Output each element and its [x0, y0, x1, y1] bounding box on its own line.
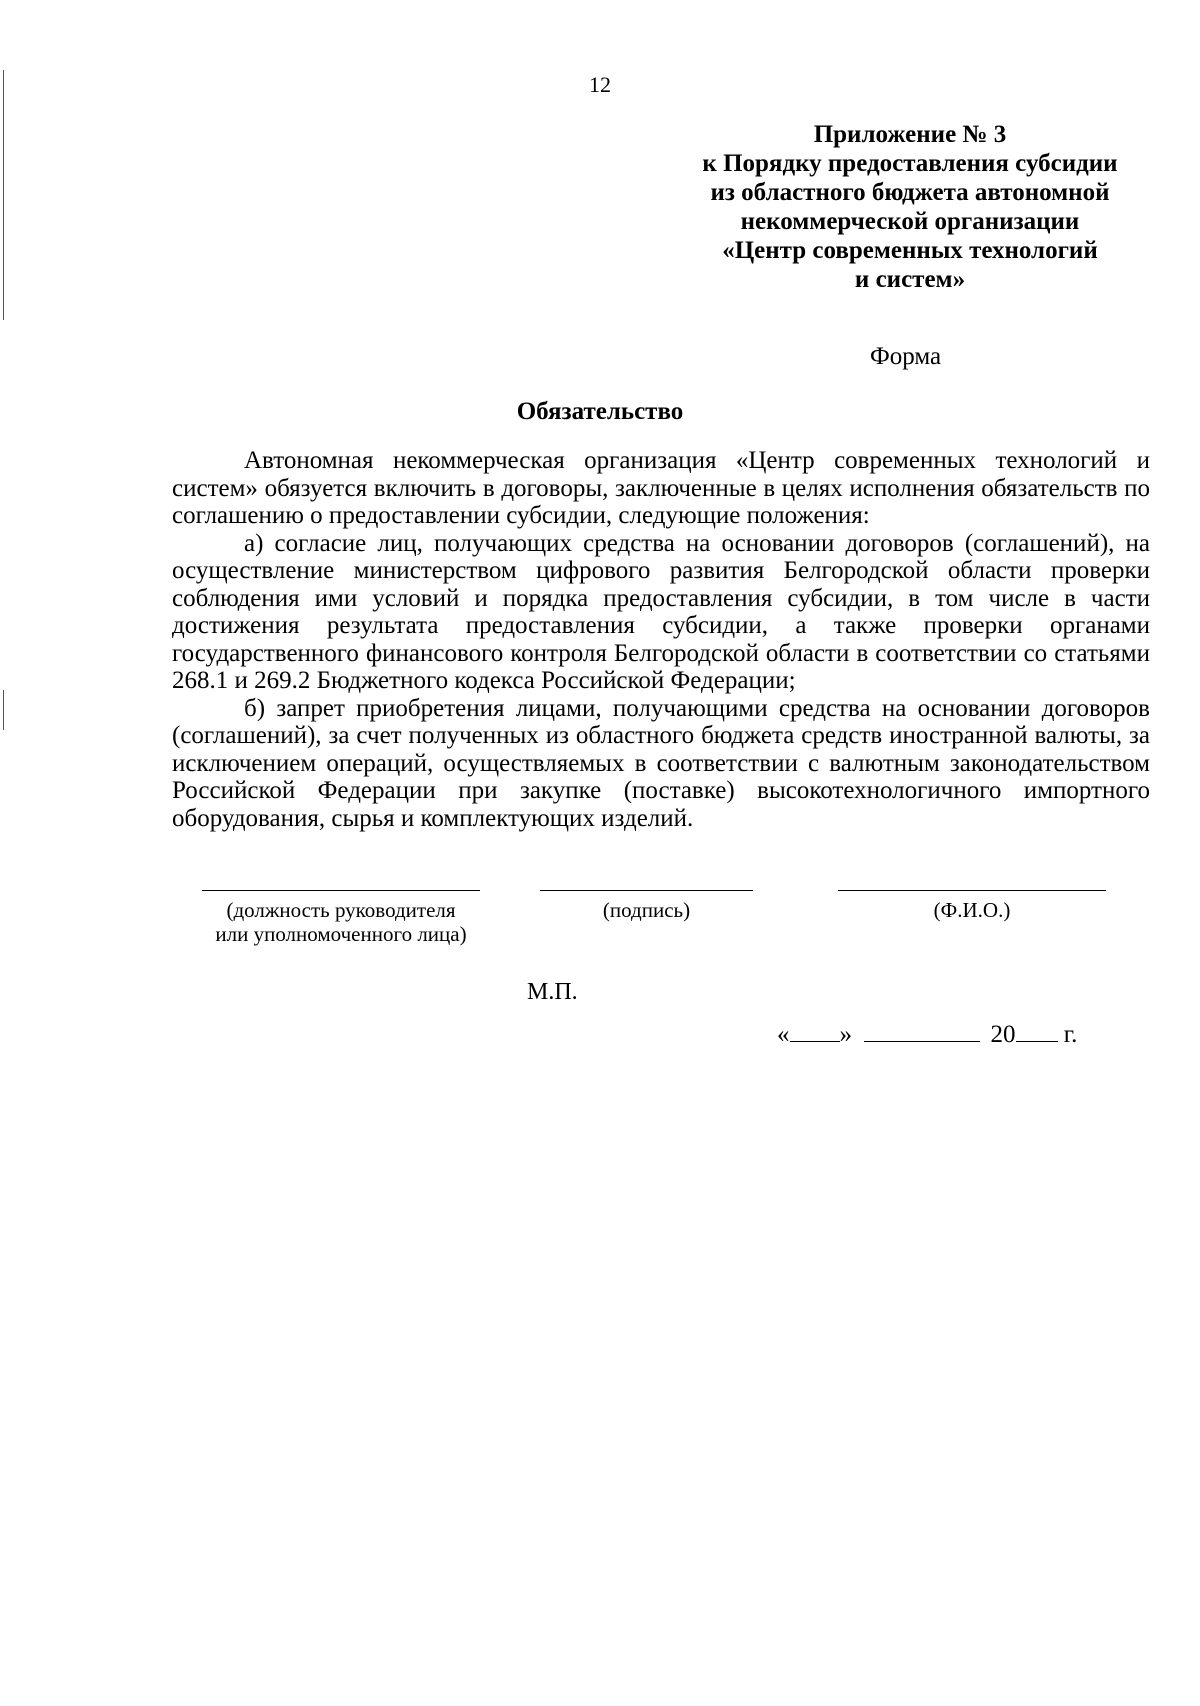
- document-title: Обязательство: [516, 398, 684, 425]
- position-caption: (должность руководителя: [226, 898, 456, 922]
- year-prefix: 20: [990, 1021, 1016, 1048]
- year-blank: [1016, 1040, 1058, 1042]
- appendix-line: некоммерческой организации: [740, 208, 1080, 235]
- name-caption: (Ф.И.О.): [933, 898, 1011, 922]
- scan-edge-upper: [3, 70, 4, 320]
- position-line: [202, 890, 480, 891]
- position-caption: или уполномоченного лица): [215, 922, 467, 946]
- stamp-label: М.П.: [527, 979, 578, 1005]
- body-paragraph: а) согласие лиц, получающих средства на основании договоров (соглашений), на осуществление министерством цифрового развития Белгородской области проверки соблюдения ими условий и порядка предоставления субсидии, в том числе в части достижения результата предоставления субсидии, а также проверки органами государственного финансового контроля Белгородской области в соответствии со статьями 268.1 и 269.2 Бюджетного кодекса Российской Федерации;: [172, 529, 1150, 694]
- scan-edge-lower: [3, 690, 4, 730]
- appendix-heading: [680, 120, 1140, 294]
- date-open-quote: «: [777, 1021, 790, 1048]
- date-close-quote: »: [839, 1021, 852, 1048]
- form-label: Форма: [870, 343, 942, 370]
- document-body: [172, 447, 1150, 832]
- appendix-line: «Центр современных технологий: [722, 237, 1098, 264]
- appendix-line: к Порядку предоставления субсидии: [702, 150, 1118, 177]
- year-suffix: г.: [1063, 1021, 1078, 1048]
- appendix-line: из областного бюджета автономной: [710, 179, 1110, 206]
- appendix-line: Приложение № 3: [813, 121, 1007, 148]
- signature-caption: (подпись): [602, 898, 691, 922]
- date-line: [777, 1021, 1077, 1049]
- name-line: [838, 890, 1106, 891]
- body-paragraph: Автономная некоммерческая организация «Центр современных технологий и систем» обязуется включить в договоры, заключенные в целях исполнения обязательств по соглашению о предоставлении субсидии, следующие положения:: [172, 447, 1150, 529]
- signature-line: [540, 890, 753, 891]
- appendix-line: и систем»: [854, 266, 966, 293]
- day-blank: [790, 1040, 840, 1042]
- name-field: [838, 890, 1106, 922]
- month-blank: [864, 1040, 980, 1042]
- signature-field: [540, 890, 753, 922]
- page-number: 12: [589, 72, 611, 97]
- position-signature-field: [202, 890, 480, 946]
- body-paragraph: б) запрет приобретения лицами, получающими средства на основании договоров (соглашений), за счет полученных из областного бюджета средств иностранной валюты, за исключением операций, осуществляемых в соответствии с валютным законодательством Российской Федерации при закупке (поставке) высокотехнологичного импортного оборудования, сырья и комплектующих изделий.: [172, 694, 1150, 832]
